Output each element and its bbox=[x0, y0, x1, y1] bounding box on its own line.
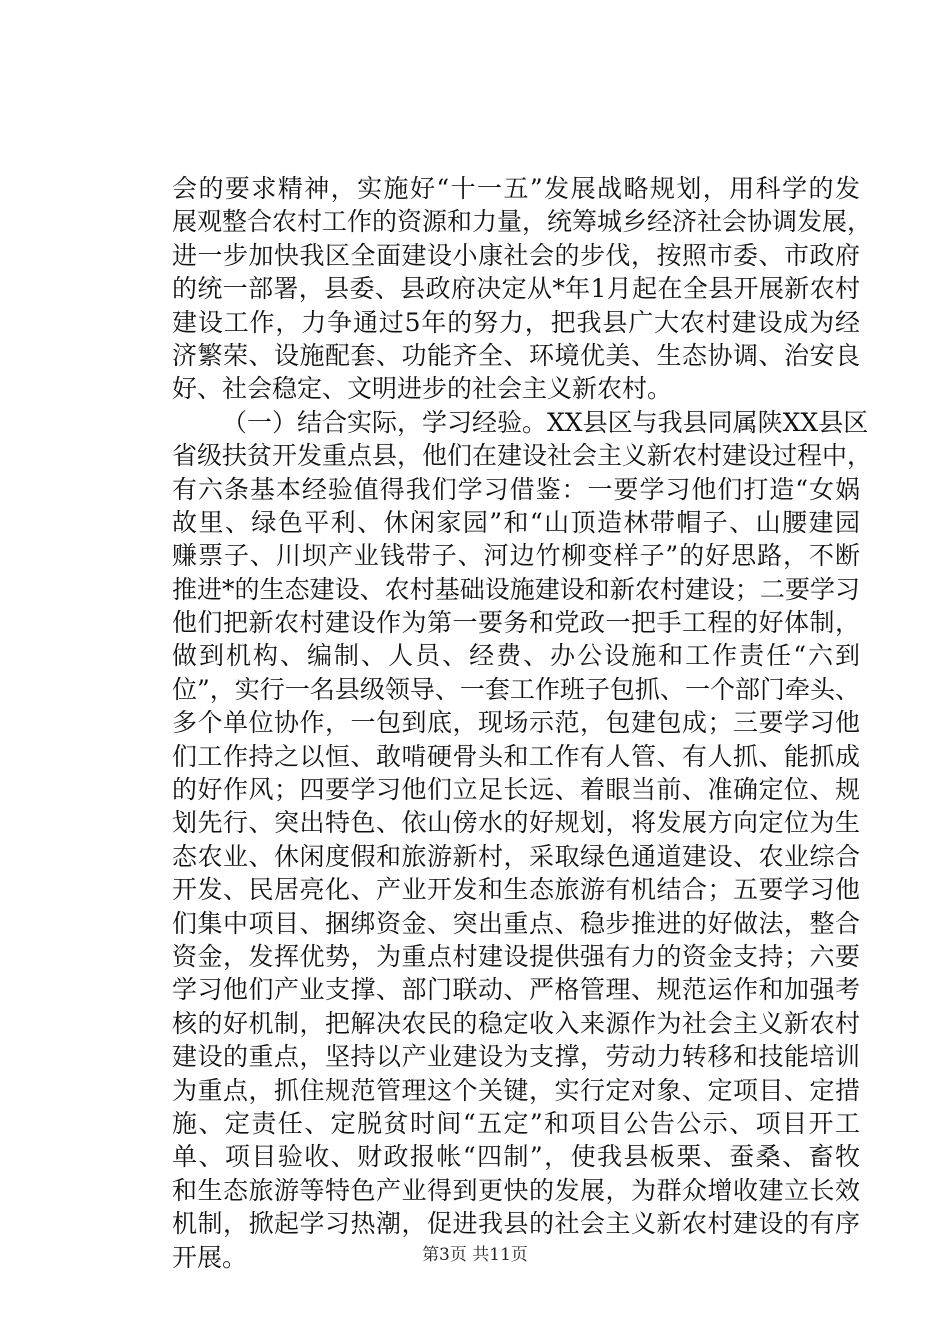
text-line: 开发、民居亮化、产业开发和生态旅游有机结合；五要学习他 bbox=[172, 875, 860, 905]
text-line: 机制，掀起学习热潮，促进我县的社会主义新农村建设的有序 bbox=[172, 1209, 860, 1239]
text-line: 赚票子、川坝产业钱带子、河边竹柳变样子”的好思路，不断 bbox=[172, 541, 860, 571]
text-line: 会的要求精神，实施好“十一五”发展战略规划，用科学的发 bbox=[172, 174, 860, 203]
text-line: 建设的重点，坚持以产业建设为支撑，劳动力转移和技能培训 bbox=[172, 1042, 860, 1072]
text-line: 单、项目验收、财政报帐“四制”，使我县板栗、蚕桑、畜牧 bbox=[172, 1142, 860, 1172]
text-line: 态农业、休闲度假和旅游新村，采取绿色通道建设、农业综合 bbox=[172, 841, 860, 871]
text-line: 他们把新农村建设作为第一要务和党政一把手工程的好体制， bbox=[172, 608, 860, 638]
text-line: 多个单位协作，一包到底，现场示范，包建包成；三要学习他 bbox=[172, 708, 860, 738]
text-line: （一）结合实际，学习经验。XX县区与我县同属陕XX县区 bbox=[222, 407, 869, 437]
paragraph-2 bbox=[172, 406, 873, 1274]
document-body bbox=[172, 172, 873, 1274]
text-line: 故里、绿色平利、休闲家园”和“山顶造林带帽子、山腰建园 bbox=[172, 507, 860, 537]
text-line: 和生态旅游等特色产业得到更快的发展，为群众增收建立长效 bbox=[172, 1175, 860, 1205]
text-line: 展观整合农村工作的资源和力量，统筹城乡经济社会协调发展， bbox=[172, 207, 873, 237]
text-line: 做到机构、编制、人员、经费、办公设施和工作责任“六到 bbox=[172, 641, 860, 671]
text-line: 推进*的生态建设、农村基础设施建设和新农村建设；二要学习 bbox=[172, 574, 860, 604]
text-line: 的好作风；四要学习他们立足长远、着眼当前、准确定位、规 bbox=[172, 775, 860, 805]
text-line: 们工作持之以恒、敢啃硬骨头和工作有人管、有人抓、能抓成 bbox=[172, 741, 860, 771]
page-number-footer: 第3页 共11页 bbox=[422, 1245, 528, 1265]
paragraph-1 bbox=[172, 172, 873, 406]
text-line: 位”，实行一名县级领导、一套工作班子包抓、一个部门牵头、 bbox=[172, 674, 860, 704]
text-line: 施、定责任、定脱贫时间“五定”和项目公告公示、项目开工 bbox=[172, 1108, 860, 1138]
text-line: 划先行、突出特色、依山傍水的好规划，将发展方向定位为生 bbox=[172, 808, 860, 838]
text-line: 资金，发挥优势，为重点村建设提供强有力的资金支持；六要 bbox=[172, 941, 860, 971]
text-line: 好、社会稳定、文明进步的社会主义新农村。 bbox=[172, 374, 673, 404]
text-line: 的统一部署，县委、县政府决定从*年1月起在全县开展新农村 bbox=[172, 274, 860, 304]
text-line: 进一步加快我区全面建设小康社会的步伐，按照市委、市政府 bbox=[172, 240, 860, 270]
text-line: 济繁荣、设施配套、功能齐全、环境优美、生态协调、治安良 bbox=[172, 340, 860, 370]
text-line: 为重点，抓住规范管理这个关键，实行定对象、定项目、定措 bbox=[172, 1075, 860, 1105]
text-line: 有六条基本经验值得我们学习借鉴：一要学习他们打造“女娲 bbox=[172, 474, 860, 504]
text-line: 建设工作，力争通过5年的努力，把我县广大农村建设成为经 bbox=[172, 307, 860, 337]
text-line: 学习他们产业支撑、部门联动、严格管理、规范运作和加强考 bbox=[172, 975, 860, 1005]
text-line: 们集中项目、捆绑资金、突出重点、稳步推进的好做法，整合 bbox=[172, 908, 860, 938]
text-line: 开展。 bbox=[172, 1242, 248, 1272]
text-line: 核的好机制，把解决农民的稳定收入来源作为社会主义新农村 bbox=[172, 1008, 860, 1038]
text-line: 省级扶贫开发重点县，他们在建设社会主义新农村建设过程中， bbox=[172, 441, 873, 471]
